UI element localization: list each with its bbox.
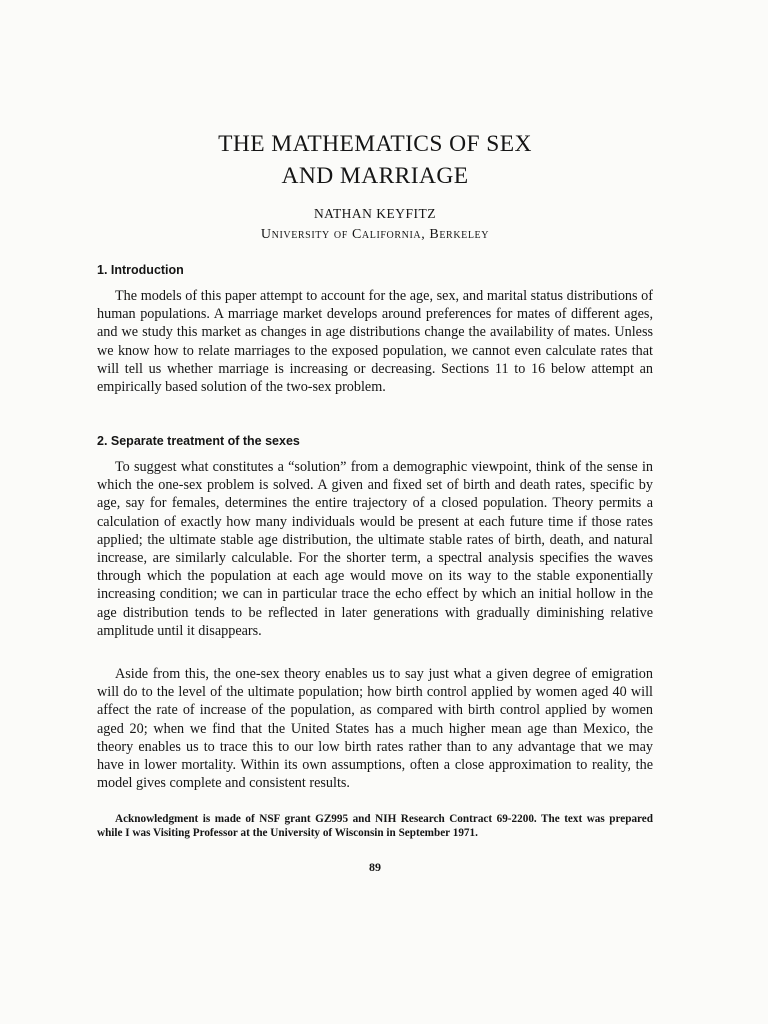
- section2-paragraph-2: Aside from this, the one-sex theory enables us to say just what a given degree of emigration will do to the level of the ultimate population; how birth control applied by women aged 40 will affect the rate of increase of the population, as compared with birth control applied by women aged 20; when we find that the United States has a much higher mean age than Mexico, the theory enables us to trace this to our low birth rates rather than to any advantage that we may have in lower mortality. Within its own assumptions, often a close approximation to reality, the model gives complete and consistent results.: [97, 666, 653, 792]
- section-heading-introduction: 1. Introduction: [97, 263, 184, 277]
- page-number: 89: [369, 860, 381, 874]
- author-name: NATHAN KEYFITZ: [313, 206, 437, 221]
- section-heading-separate-treatment: 2. Separate treatment of the sexes: [97, 434, 300, 448]
- title-line-1: THE MATHEMATICS OF SEX: [218, 131, 532, 157]
- paper-title: [97, 128, 653, 192]
- title-line-2: AND MARRIAGE: [281, 163, 469, 189]
- section2-paragraph-1: To suggest what constitutes a “solution” from a demographic viewpoint, think of the sense in which the one-sex problem is solved. A given and fixed set of birth and death rates, specific by age, say for females, determines the entire trajectory of a closed population. Theory permits a calculation of exactly how many individuals would be present at each future time if those rates applied; the ultimate stable age distribution, the ultimate stable rates of birth, death, and natural increase, are similarly calculable. For the shorter term, a spectral analysis specifies the waves through which the population at each age would move on its way to the stable exponentially increasing condition; we can in particular trace the echo effect by which an initial hollow in the age distribution tends to be reflected in later generations with gradually diminishing relative amplitude until it disappears.: [97, 459, 653, 639]
- intro-paragraph: The models of this paper attempt to account for the age, sex, and marital status distributions of human populations. A marriage market develops around preferences for mates of different ages, and we study this market as changes in age distributions change the availability of mates. Unless we know how to relate marriages to the exposed population, we cannot even calculate rates that will tell us whether marriage is increasing or decreasing. Sections 11 to 16 below attempt an empirically based solution of the two-sex problem.: [97, 288, 653, 396]
- author-affiliation: University of California, Berkeley: [260, 227, 490, 242]
- acknowledgment-footnote: Acknowledgment is made of NSF grant GZ995 and NIH Research Contract 69-2200. The text was prepared while I was Visiting Professor at the University of Wisconsin in September 1971.: [97, 813, 653, 839]
